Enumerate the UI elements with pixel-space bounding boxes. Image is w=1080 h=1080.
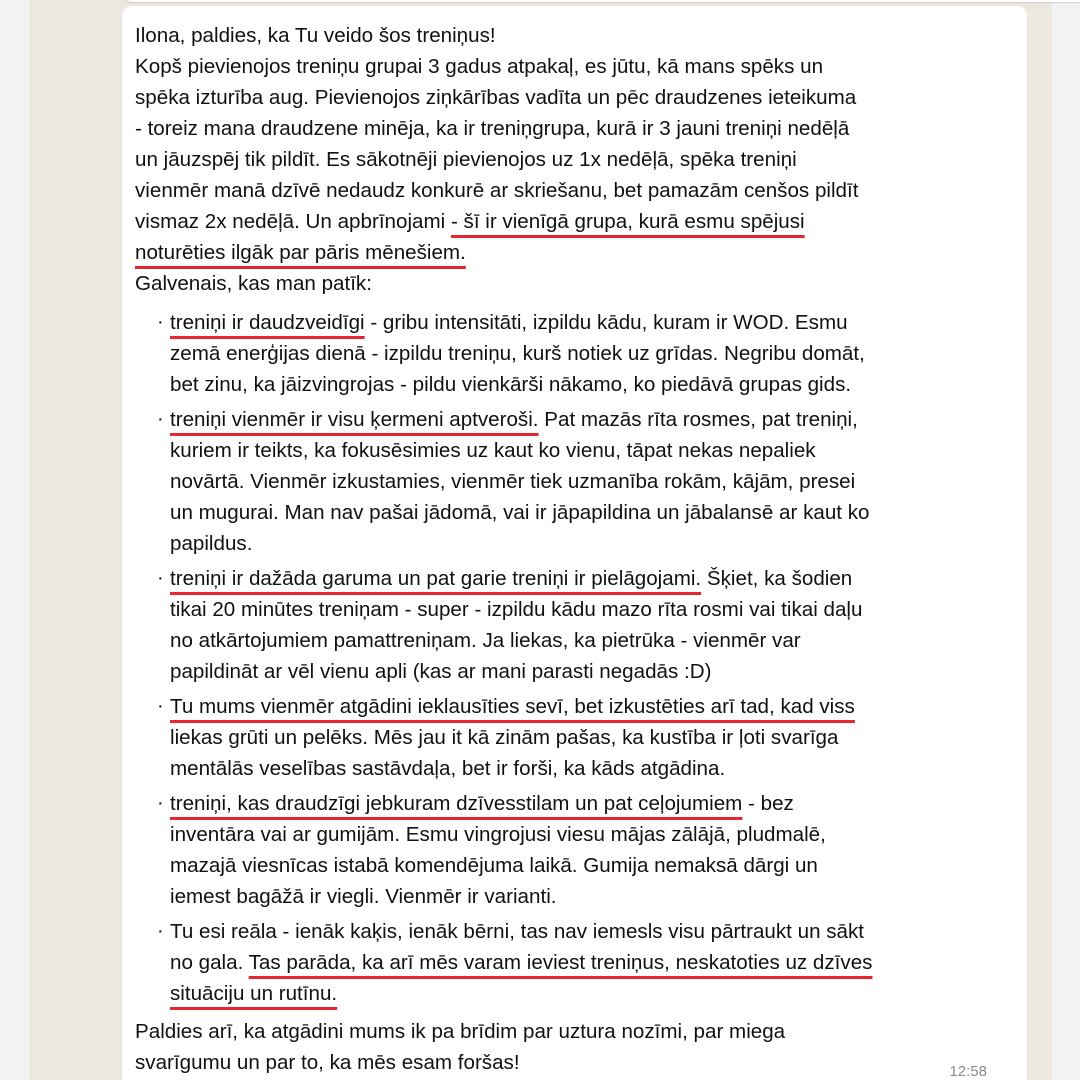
text-line (170, 528, 872, 559)
text-segment: Ilona, paldies, ka Tu veido šos treniņus! (135, 24, 496, 47)
text-segment: svarīgumu un par to, ka mēs esam foršas! (135, 1051, 520, 1074)
message-closing (135, 1016, 872, 1078)
highlighted-text: treniņi ir dažāda garuma un pat garie treniņi ir pielāgojami. (170, 567, 702, 590)
text-line (170, 466, 872, 497)
text-segment: no atkārtojumiem pamattreniņam. Ja liekas, ka pietrūka - vienmēr var (170, 629, 801, 652)
text-line (135, 206, 872, 237)
text-segment: inventāra vai ar gumijām. Esmu vingrojusi viesu mājas zālājā, pludmalē, (170, 823, 826, 846)
list-item (135, 691, 872, 784)
text-line (170, 307, 872, 338)
text-segment: Galvenais, kas man patīk: (135, 272, 372, 295)
text-line (170, 819, 872, 850)
text-segment: bet zinu, ka jāizvingrojas - pildu vienkārši nākamo, ko piedāvā grupas gids. (170, 373, 852, 396)
text-line (170, 563, 872, 594)
text-line (170, 656, 872, 687)
text-line (170, 753, 872, 784)
list-item (135, 788, 872, 912)
text-line (170, 850, 872, 881)
text-segment: liekas grūti un pelēks. Mēs jau it kā zinām pašas, ka kustība ir ļoti svarīga (170, 726, 839, 749)
highlighted-text: treniņi ir daudzveidīgi (170, 311, 365, 334)
text-segment: iemest bagāžā ir viegli. Vienmēr ir varianti. (170, 885, 557, 908)
text-line (170, 625, 872, 656)
list-item (135, 916, 872, 1009)
bullet-icon: · (157, 567, 164, 589)
highlighted-text: Tas parāda, ka arī mēs varam ieviest treniņus, neskatoties uz dzīves (248, 951, 873, 974)
highlighted-text: Tu mums vienmēr atgādini ieklausīties sevī, bet izkustēties arī tad, kad viss (170, 695, 855, 718)
text-line (135, 268, 872, 299)
text-segment: spēka izturība aug. Pievienojos ziņkārības vadīta un pēc draudzenes ieteikuma (135, 86, 857, 109)
text-line (135, 1016, 872, 1047)
text-line (135, 1047, 872, 1078)
text-line (170, 691, 872, 722)
highlighted-text: situāciju un rutīnu. (170, 982, 338, 1005)
text-segment: Tu esi reāla - ienāk kaķis, ienāk bērni, tas nav iemesls visu pārtraukt un sākt (170, 920, 865, 943)
text-segment: papildināt ar vēl vienu apli (kas ar mani parasti negadās :D) (170, 660, 712, 683)
text-segment: Kopš pievienojos treniņu grupai 3 gadus atpakaļ, es jūtu, kā mans spēks un (135, 55, 824, 78)
highlighted-text: treniņi vienmēr ir visu ķermeni aptveroši. (170, 408, 539, 431)
list-item (135, 307, 872, 400)
text-line (135, 144, 872, 175)
message-intro (135, 20, 872, 299)
text-segment: vienmēr manā dzīvē nedaudz konkurē ar skriešanu, bet pamazām cenšos pildīt (135, 179, 859, 202)
text-segment: - gribu intensitāti, izpildu kādu, kuram ir WOD. Esmu (364, 311, 848, 334)
text-segment: Šķiet, ka šodien (701, 567, 853, 590)
text-segment: kuriem ir teikts, ka fokusēsimies uz kaut ko vienu, tāpat nekas nepaliek (170, 439, 816, 462)
highlighted-text: noturēties ilgāk par pāris mēnešiem. (135, 241, 466, 264)
previous-message-bubble (122, 0, 1080, 2)
highlighted-text: treniņi, kas draudzīgi jebkuram dzīvesstilam un pat ceļojumiem (170, 792, 743, 815)
text-segment: mentālās veselības sastāvdaļa, bet ir forši, ka kāds atgādina. (170, 757, 726, 780)
text-segment: - toreiz mana draudzene minēja, ka ir treniņgrupa, kurā ir 3 jauni treniņi nedēļā (135, 117, 850, 140)
bullet-icon: · (157, 695, 164, 717)
text-segment: no gala. (170, 951, 249, 974)
text-segment: Paldies arī, ka atgādini mums ik pa brīdim par uztura nozīmi, par miega (135, 1020, 786, 1043)
text-line (170, 404, 872, 435)
message-bubble[interactable] (122, 6, 1027, 1080)
highlighted-text: - šī ir vienīgā grupa, kurā esmu spējusi (450, 210, 805, 233)
text-line (170, 788, 872, 819)
bullet-icon: · (157, 408, 164, 430)
text-segment: un mugurai. Man nav pašai jādomā, vai ir jāpapildina un jābalansē ar kaut ko (170, 501, 870, 524)
text-segment: un jāuzspēj tik pildīt. Es sākotnēji pievienojos uz 1x nedēļā, spēka treniņi (135, 148, 797, 171)
list-item (135, 563, 872, 687)
text-line (170, 594, 872, 625)
likes-list (135, 307, 872, 1009)
text-segment: mazajā viesnīcas istabā komendējuma laikā. Gumija nemaksā dārgi un (170, 854, 818, 877)
text-line (135, 20, 872, 51)
bullet-icon: · (157, 311, 164, 333)
text-line (170, 497, 872, 528)
text-line (135, 237, 872, 268)
text-line (135, 51, 872, 82)
text-segment: novārtā. Vienmēr izkustamies, vienmēr tiek uzmanība rokām, kājām, presei (170, 470, 856, 493)
text-segment: tikai 20 minūtes treniņam - super - izpildu kādu mazo rīta rosmi vai tikai daļu (170, 598, 863, 621)
text-line (170, 947, 872, 978)
text-segment: vismaz 2x nedēļā. Un apbrīnojami (135, 210, 451, 233)
text-line (135, 82, 872, 113)
bullet-icon: · (157, 792, 164, 814)
message-text (135, 20, 872, 1078)
text-line (170, 722, 872, 753)
text-line (135, 113, 872, 144)
text-segment: - bez (742, 792, 794, 815)
text-line (135, 175, 872, 206)
text-line (170, 881, 872, 912)
text-line (170, 978, 872, 1009)
text-segment: Pat mazās rīta rosmes, pat treniņi, (538, 408, 858, 431)
text-segment: zemā enerģijas dienā - izpildu treniņu, kurš notiek uz grīdas. Negribu domāt, (170, 342, 865, 365)
message-timestamp: 12:58 (949, 1063, 987, 1080)
list-item (135, 404, 872, 559)
text-line (170, 338, 872, 369)
text-segment: papildus. (170, 532, 253, 555)
text-line (170, 435, 872, 466)
text-line (170, 369, 872, 400)
bullet-icon: · (157, 920, 164, 942)
text-line (170, 916, 872, 947)
